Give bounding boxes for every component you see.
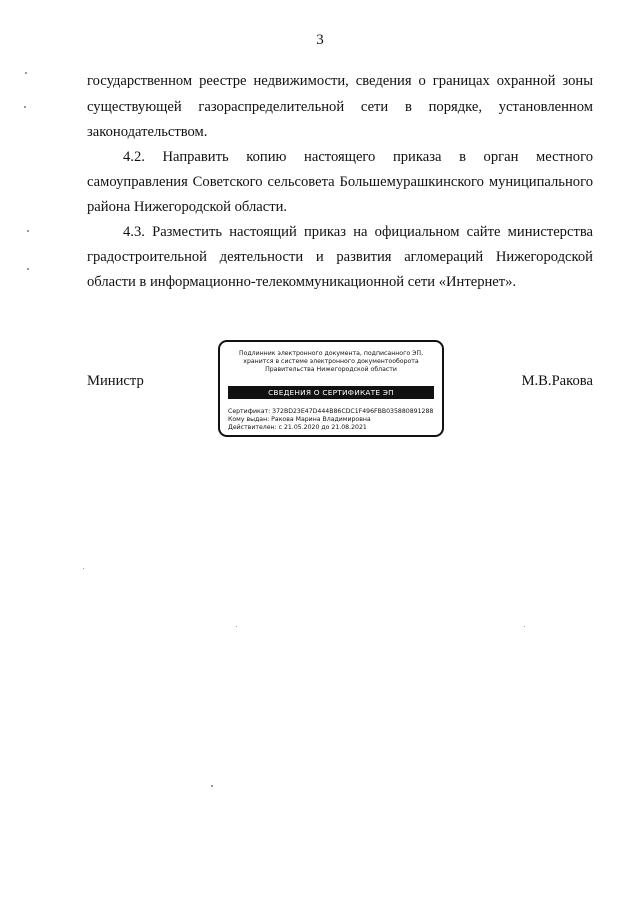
stamp-note-line: Правительства Нижегородской области [265,366,397,373]
scan-speck [83,568,84,569]
stamp-note-line: Подлинник электронного документа, подписанного ЭП, [238,350,424,357]
paragraph-1-line-2: существующей газораспределительной сети в порядке, установленном [87,99,593,115]
paragraph-4-3-line-2: градостроительной деятельности и развития агломераций Нижегородской [87,249,593,265]
stamp-certificate: Сертификат: 372BD23E47D444B86CDC1F496FBB035880891288 [228,408,434,415]
stamp-issued-to: Кому выдан: Ракова Марина Владимировна [228,416,371,423]
scan-speck [24,106,26,108]
paragraph-1-line-3: законодательством. [87,124,208,140]
paragraph-4-2-line-3: района Нижегородской области. [87,199,288,215]
paragraph-4-2-line-2: самоуправления Советского сельсовета Большемурашкинского муниципального [87,174,593,190]
scan-speck [211,785,213,787]
scan-speck [25,72,27,74]
e-signature-stamp [218,340,444,437]
stamp-note-line: хранится в системе электронного документооборота [243,358,419,365]
scan-speck [27,230,29,232]
paragraph-4-3-line-1: 4.3. Разместить настоящий приказ на официальном сайте министерства [123,224,593,240]
scan-speck [524,626,525,627]
stamp-valid-period: Действителен: с 21.05.2020 до 21.08.2021 [228,424,367,431]
stamp-header: СВЕДЕНИЯ О СЕРТИФИКАТЕ ЭП [228,386,434,399]
signer-name: М.В.Ракова [521,373,593,389]
scan-speck [236,626,237,627]
stamp-fields [228,408,436,432]
scan-speck [27,268,29,270]
paragraph-1-line-1: государственном реестре недвижимости, сведения о границах охранной зоны [87,73,593,89]
stamp-note [220,350,442,374]
page-number: 3 [316,32,324,48]
paragraph-4-3-line-3: области в информационно-телекоммуникационной сети «Интернет». [87,274,517,290]
signer-role: Министр [87,373,144,389]
paragraph-4-2-line-1: 4.2. Направить копию настоящего приказа в орган местного [123,149,593,165]
